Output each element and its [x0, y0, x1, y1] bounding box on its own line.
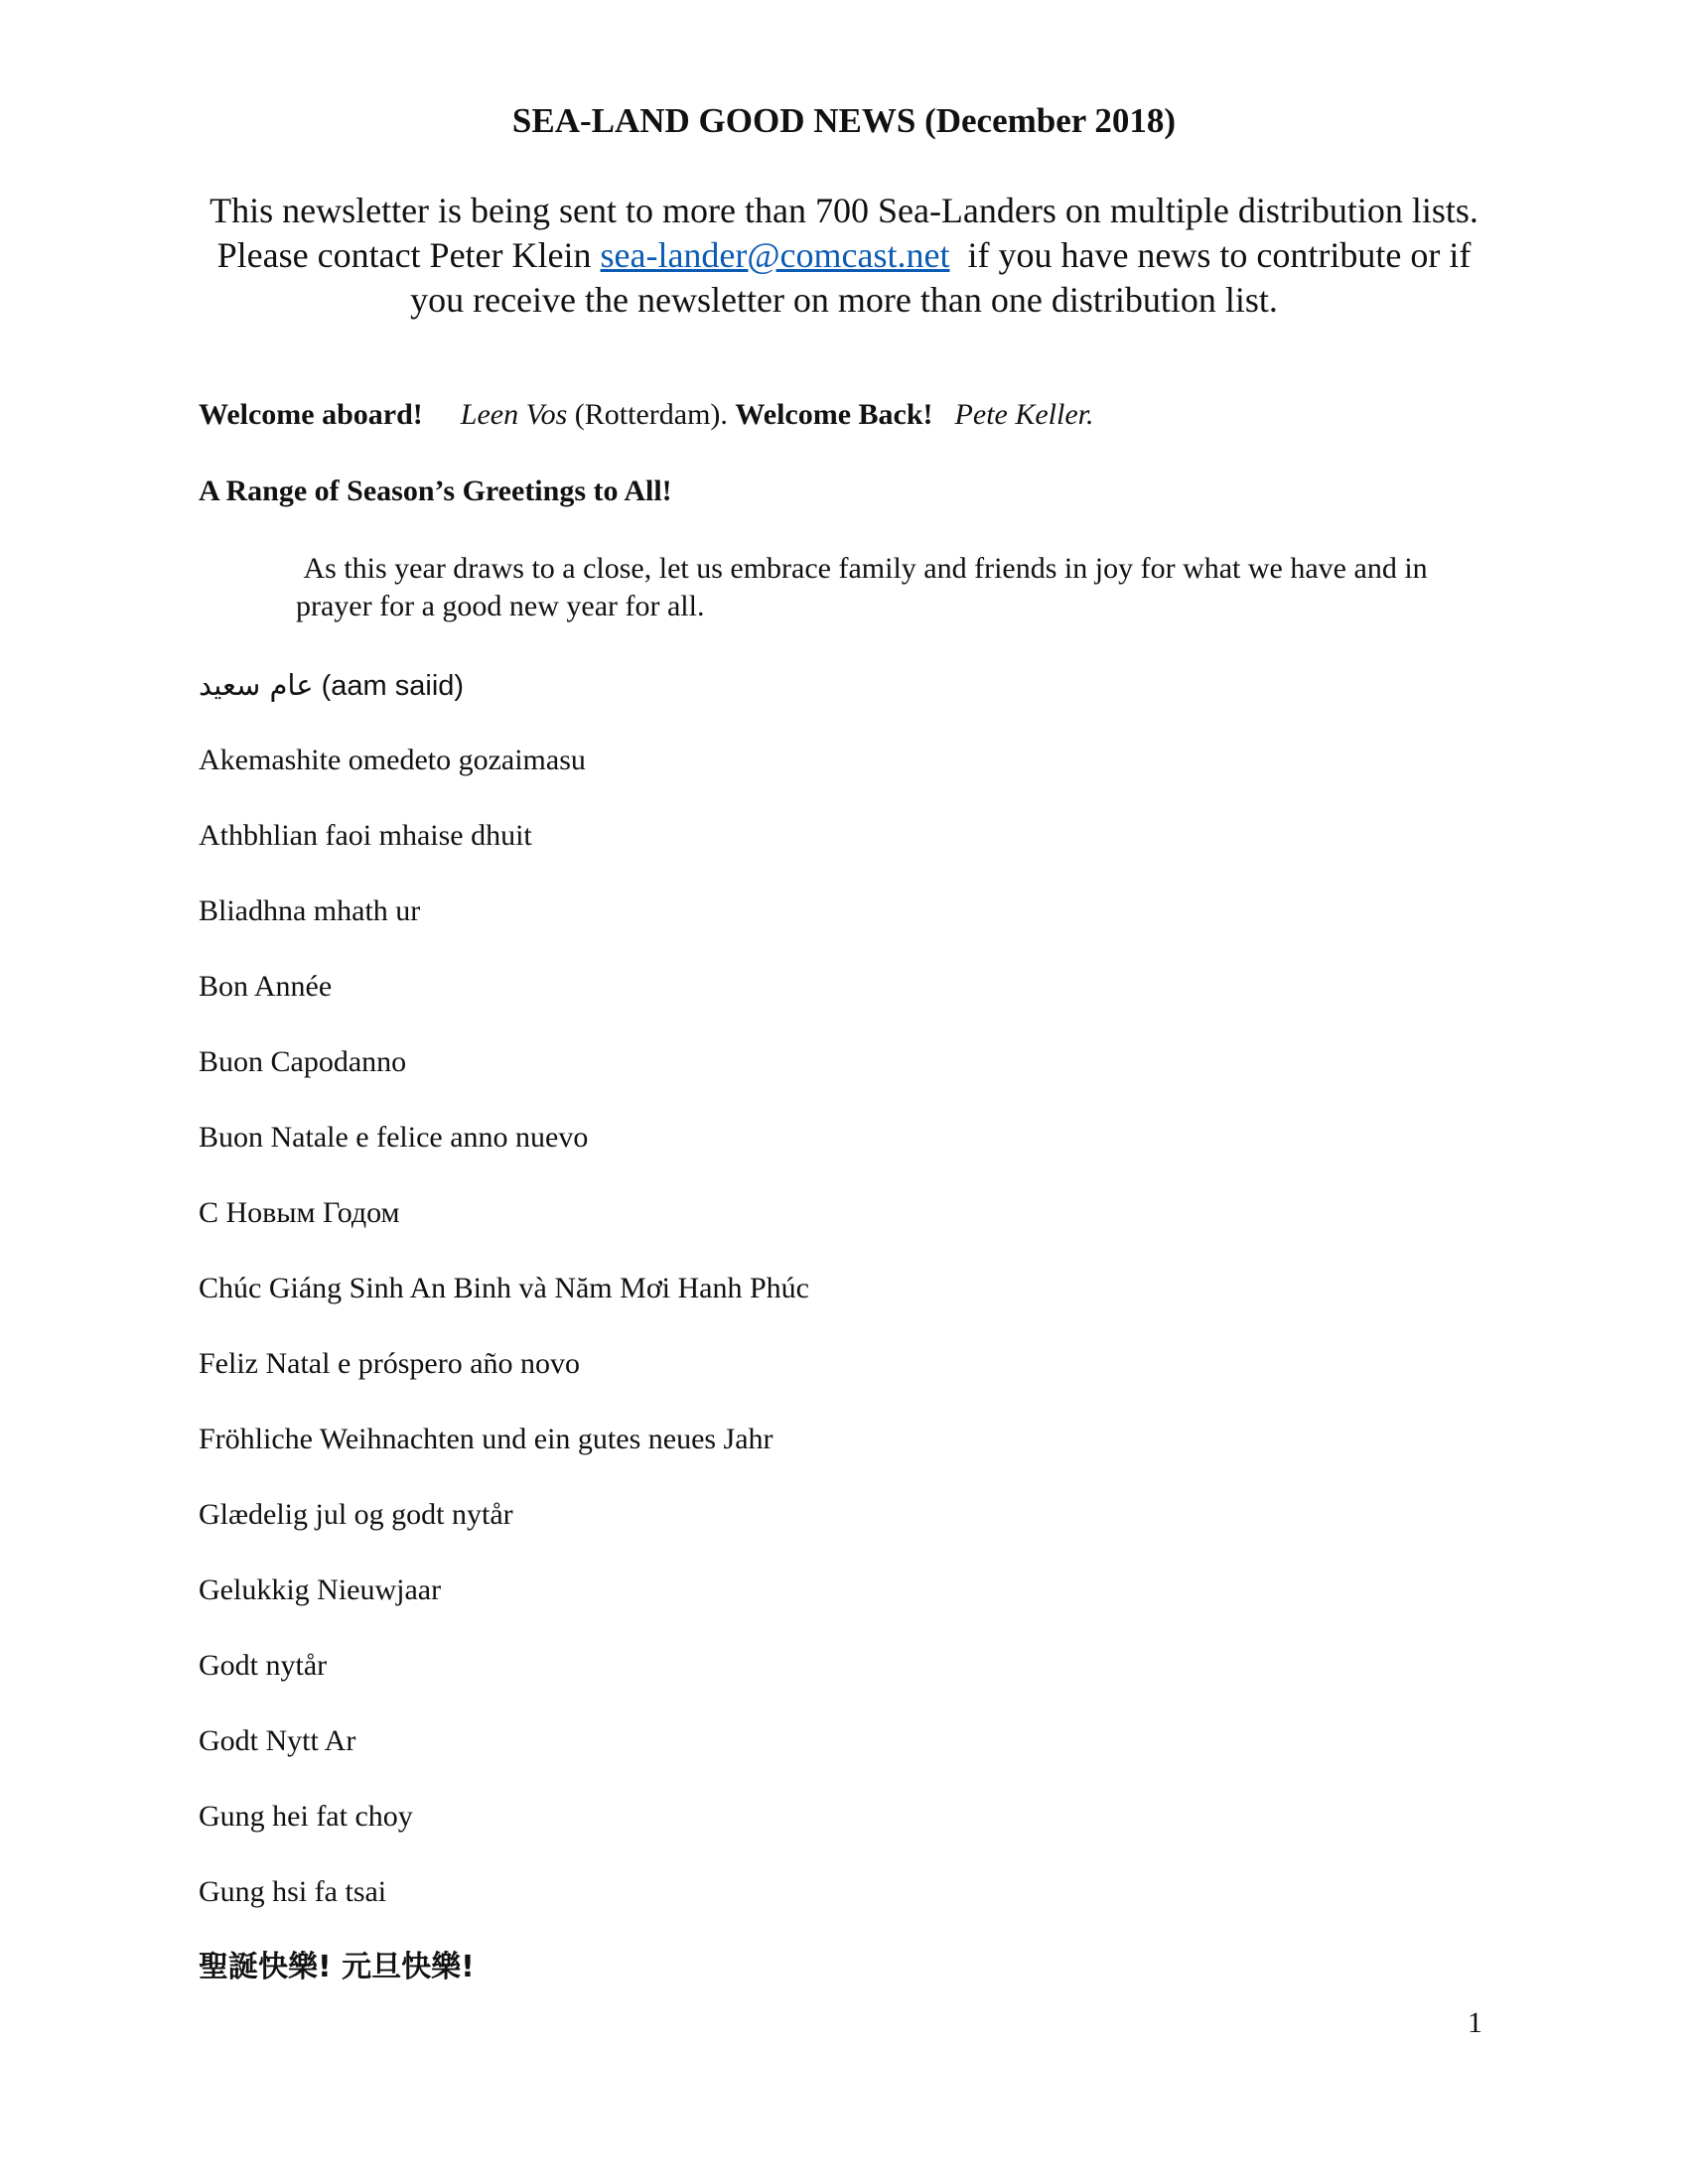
greeting-item: Buon Natale e felice anno nuevo [199, 1121, 589, 1154]
greeting-item: Gung hsi fa tsai [199, 1875, 387, 1908]
greeting-item-arabic [199, 667, 464, 704]
welcome-aboard-label: Welcome aboard! [199, 398, 423, 431]
welcome-line [199, 397, 1094, 433]
greeting-item: Bliadhna mhath ur [199, 894, 421, 927]
welcome-back-period: . [1086, 398, 1094, 431]
greetings-heading: A Range of Season’s Greetings to All! [199, 475, 672, 507]
greeting-item: Feliz Natal e próspero año novo [199, 1347, 581, 1380]
greeting-item: Glædelig jul og godt nytår [199, 1498, 513, 1531]
welcome-back-label: Welcome Back! [735, 398, 933, 431]
greeting-item: Gelukkig Nieuwjaar [199, 1573, 442, 1606]
intro-paragraph [189, 189, 1499, 323]
greeting-item: Athbhlian faoi mhaise dhuit [199, 819, 532, 852]
greeting-item: Buon Capodanno [199, 1045, 407, 1078]
welcome-back-name: Pete Keller [954, 398, 1086, 431]
greeting-item: С Новым Годом [199, 1196, 400, 1229]
greeting-item: Gung hei fat choy [199, 1800, 413, 1833]
greeting-item-chinese: 聖誕快樂! 元旦快樂! [199, 1950, 475, 1984]
greeting-item: Godt nytår [199, 1649, 328, 1682]
welcome-aboard-place: (Rotterdam). [567, 398, 736, 431]
blessing-paragraph: As this year draws to a close, let us embrace family and friends in joy for what we have and in prayer for a good new year for all. [296, 552, 1436, 622]
page-title: SEA-LAND GOOD NEWS (December 2018) [511, 101, 1177, 140]
arabic-text: عام سعيد [199, 668, 314, 702]
greeting-item: Godt Nytt Ar [199, 1724, 356, 1757]
greeting-item: Akemashite omedeto gozaimasu [199, 744, 586, 776]
welcome-aboard-name: Leen Vos [460, 398, 568, 431]
page-number: 1 [1468, 2006, 1482, 2039]
intro-text-end: if you have news to contribute or if you receive the newsletter on more than one distribution list. [410, 235, 1480, 320]
greeting-item: Bon Année [199, 970, 333, 1003]
intro-text: This newsletter is being sent to more than 700 Sea-Landers on multiple distribution lists. Please contact Peter Klein [210, 191, 1478, 275]
greeting-item: Chúc Giáng Sinh An Binh và Năm Mơi Hanh Phúc [199, 1272, 809, 1304]
greeting-item: Fröhliche Weihnachten und ein gutes neues Jahr [199, 1423, 774, 1455]
contact-email-link[interactable]: sea-lander@comcast.net [600, 235, 950, 275]
arabic-transliteration: (aam saiid) [313, 670, 465, 702]
